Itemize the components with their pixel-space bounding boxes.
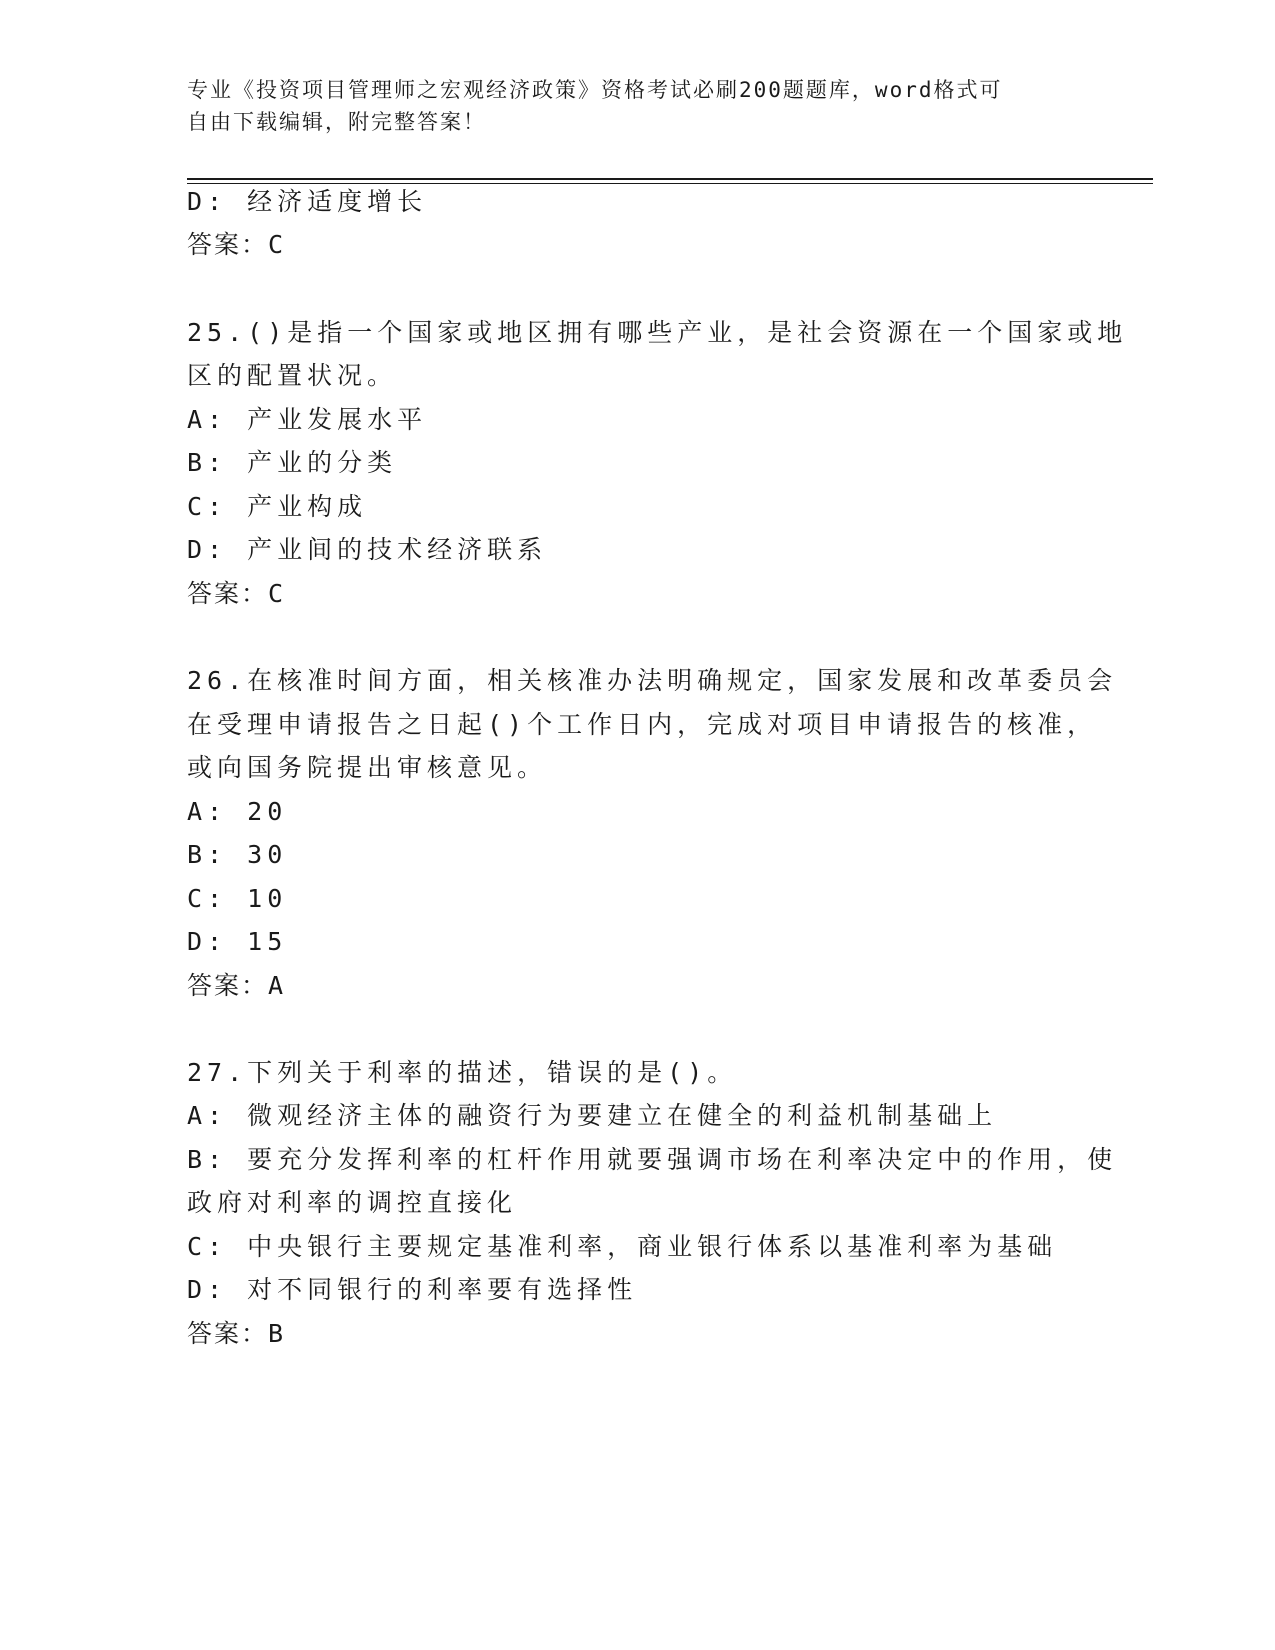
q26-option-d: D: 15 [187, 927, 288, 956]
q27-option-b-line-2: 政府对利率的调控直接化 [187, 1188, 518, 1217]
q26-answer: 答案：A [187, 971, 286, 1000]
q27-option-c: C: 中央银行主要规定基准利率，商业银行体系以基准利率为基础 [187, 1232, 1058, 1261]
q25-stem-line-1: 25.()是指一个国家或地区拥有哪些产业，是社会资源在一个国家或地 [187, 318, 1128, 347]
q26-option-b: B: 30 [187, 840, 288, 869]
prev-option-d: D: 经济适度增长 [187, 187, 428, 216]
q25-option-b: B: 产业的分类 [187, 448, 398, 477]
q26-option-a: A: 20 [187, 797, 288, 826]
q26-stem-line-3: 或向国务院提出审核意见。 [187, 753, 548, 782]
q25-option-a: A: 产业发展水平 [187, 405, 428, 434]
header-divider-thick [187, 178, 1153, 180]
q27-option-a: A: 微观经济主体的融资行为要建立在健全的利益机制基础上 [187, 1101, 998, 1130]
q25-option-c: C: 产业构成 [187, 492, 368, 521]
q27-option-d: D: 对不同银行的利率要有选择性 [187, 1275, 638, 1304]
document-header [187, 74, 1087, 138]
q26-option-c: C: 10 [187, 884, 288, 913]
prev-answer: 答案：C [187, 230, 286, 259]
q25-option-d: D: 产业间的技术经济联系 [187, 535, 548, 564]
q27-stem-line-1: 27.下列关于利率的描述，错误的是()。 [187, 1058, 738, 1087]
q27-option-b-line-1: B: 要充分发挥利率的杠杆作用就要强调市场在利率决定中的作用，使 [187, 1145, 1118, 1174]
header-line-1: 专业《投资项目管理师之宏观经济政策》资格考试必刷200题题库，word格式可 [187, 78, 1003, 102]
q25-stem-line-2: 区的配置状况。 [187, 361, 398, 390]
q25-answer: 答案：C [187, 579, 286, 608]
header-divider-thin [187, 183, 1153, 184]
q27-answer: 答案：B [187, 1319, 286, 1348]
q26-stem-line-2: 在受理申请报告之日起()个工作日内，完成对项目申请报告的核准， [187, 710, 1098, 739]
header-line-2: 自由下载编辑，附完整答案！ [187, 110, 486, 134]
q26-stem-line-1: 26.在核准时间方面，相关核准办法明确规定，国家发展和改革委员会 [187, 666, 1118, 695]
